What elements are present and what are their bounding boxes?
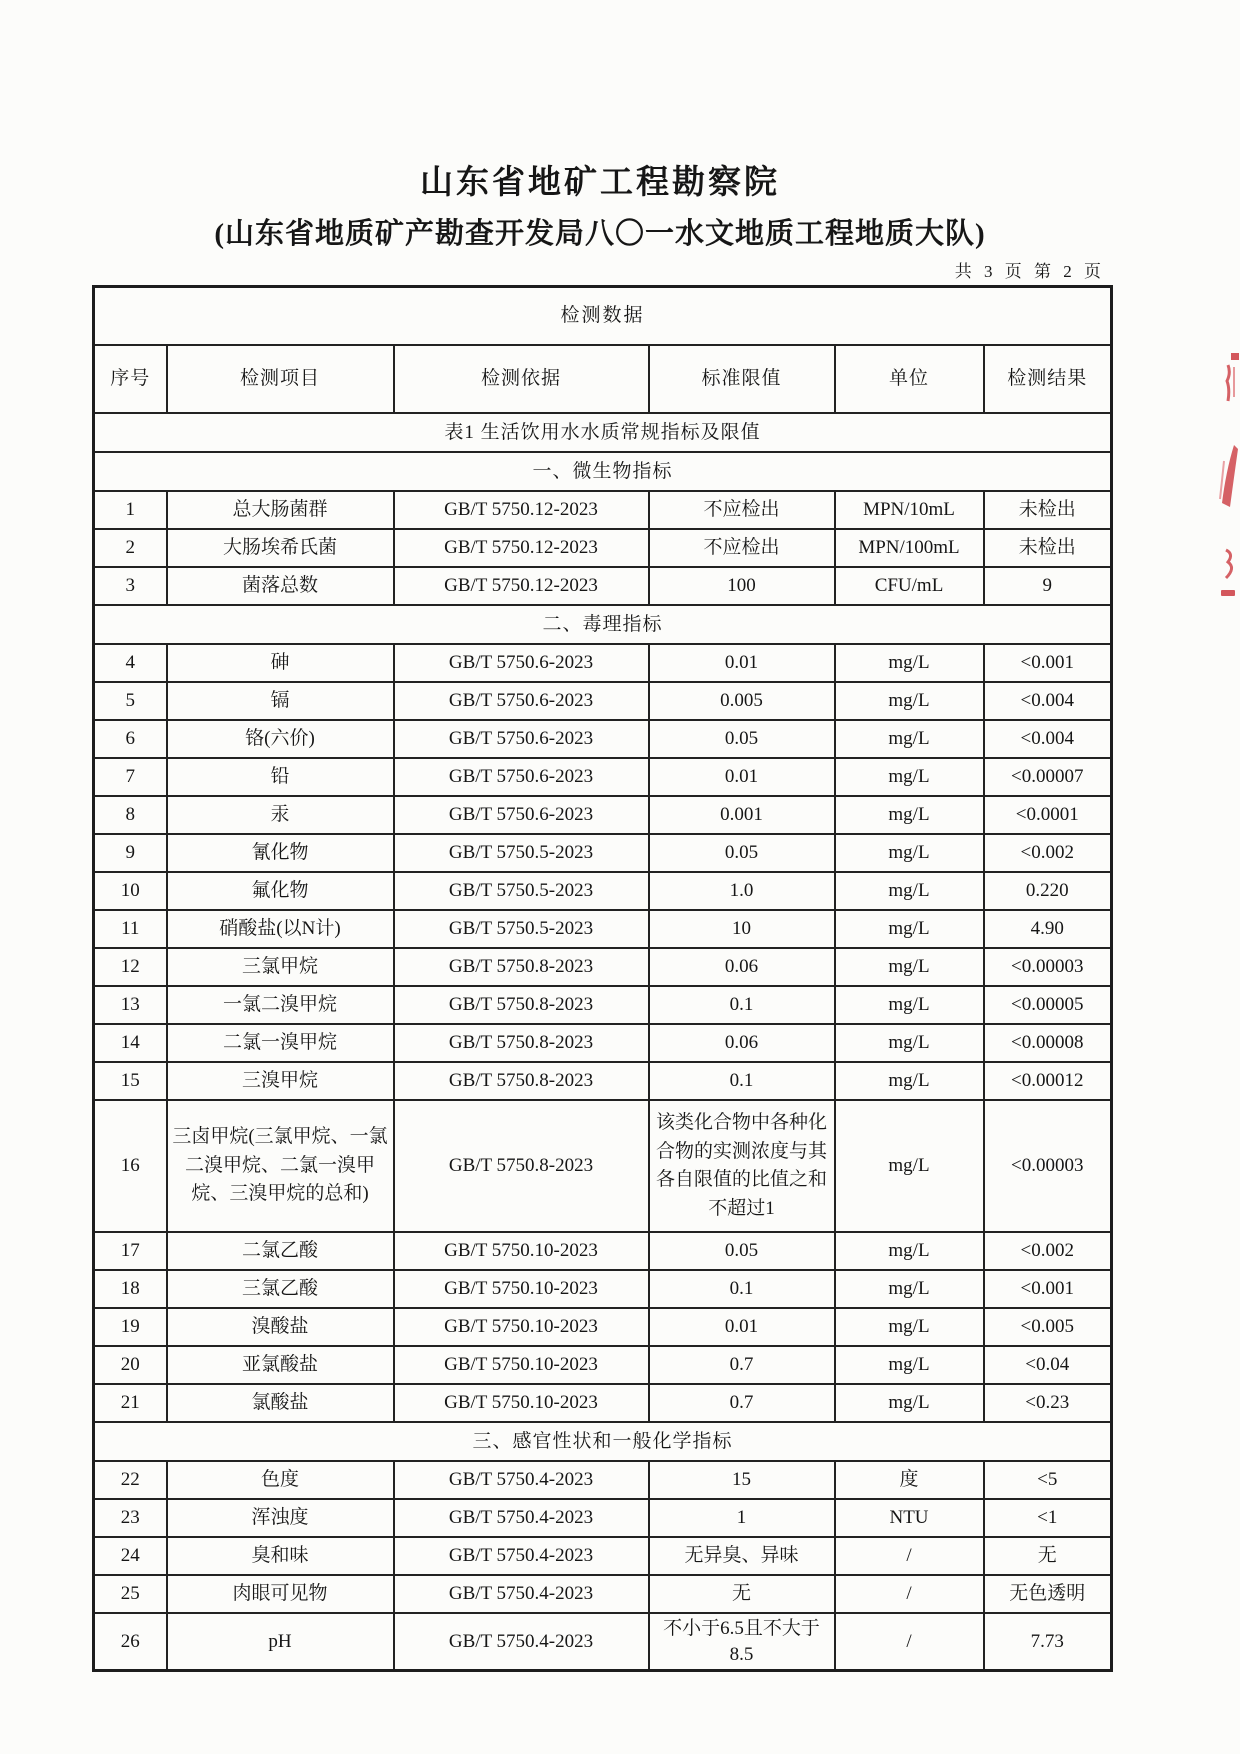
cell-unit: mg/L: [835, 1100, 984, 1232]
cell-result: <0.00003: [984, 948, 1112, 986]
col-header-no: 序号: [94, 345, 167, 413]
cell-no: 19: [94, 1308, 167, 1346]
cell-item: 氰化物: [167, 834, 394, 872]
table-row: [94, 1613, 1112, 1671]
cell-no: 24: [94, 1537, 167, 1575]
cell-result: 无: [984, 1537, 1112, 1575]
cell-unit: mg/L: [835, 1062, 984, 1100]
table-row: [94, 1232, 1112, 1270]
cell-limit: 0.7: [649, 1384, 835, 1422]
cell-no: 5: [94, 682, 167, 720]
cell-unit: MPN/10mL: [835, 491, 984, 529]
cell-method: GB/T 5750.4-2023: [394, 1613, 649, 1671]
cell-no: 12: [94, 948, 167, 986]
cell-method: GB/T 5750.12-2023: [394, 491, 649, 529]
cell-item: 一氯二溴甲烷: [167, 986, 394, 1024]
cell-item: 浑浊度: [167, 1499, 394, 1537]
cell-no: 21: [94, 1384, 167, 1422]
section-label: 表1 生活饮用水水质常规指标及限值: [94, 413, 1112, 452]
table-row: [94, 1384, 1112, 1422]
page-number-info: 共 3 页 第 2 页: [954, 262, 1105, 281]
table-row: [94, 872, 1112, 910]
caption-row: [94, 287, 1112, 346]
cell-unit: mg/L: [835, 1384, 984, 1422]
cell-no: 22: [94, 1461, 167, 1499]
cell-limit: 无异臭、异味: [649, 1537, 835, 1575]
cell-no: 6: [94, 720, 167, 758]
cell-unit: mg/L: [835, 872, 984, 910]
table-row: [94, 1024, 1112, 1062]
cell-no: 14: [94, 1024, 167, 1062]
cell-result: <5: [984, 1461, 1112, 1499]
cell-result: <0.001: [984, 644, 1112, 682]
cell-limit: 0.1: [649, 1270, 835, 1308]
cell-no: 7: [94, 758, 167, 796]
red-seal-fragment: [1222, 351, 1240, 407]
table-row: [94, 758, 1112, 796]
section-label: 一、微生物指标: [94, 452, 1112, 491]
cell-item: 汞: [167, 796, 394, 834]
col-header-limit: 标准限值: [649, 345, 835, 413]
cell-result: <0.001: [984, 1270, 1112, 1308]
cell-result: 未检出: [984, 529, 1112, 567]
cell-unit: mg/L: [835, 1346, 984, 1384]
cell-item: 砷: [167, 644, 394, 682]
section-row: [94, 413, 1112, 452]
cell-result: <0.00003: [984, 1100, 1112, 1232]
cell-limit: 15: [649, 1461, 835, 1499]
cell-method: GB/T 5750.4-2023: [394, 1461, 649, 1499]
red-seal-fragment: [1220, 546, 1238, 582]
cell-method: GB/T 5750.5-2023: [394, 910, 649, 948]
table-row: [94, 1537, 1112, 1575]
cell-no: 8: [94, 796, 167, 834]
table-row: [94, 1100, 1112, 1232]
cell-unit: mg/L: [835, 986, 984, 1024]
table-caption: 检测数据: [94, 287, 1112, 346]
cell-unit: /: [835, 1537, 984, 1575]
cell-item: 二氯乙酸: [167, 1232, 394, 1270]
table-row: [94, 720, 1112, 758]
table-row: [94, 529, 1112, 567]
table-row: [94, 1308, 1112, 1346]
cell-item: 氯酸盐: [167, 1384, 394, 1422]
table-row: [94, 796, 1112, 834]
cell-limit: 0.05: [649, 834, 835, 872]
cell-method: GB/T 5750.10-2023: [394, 1308, 649, 1346]
cell-result: <1: [984, 1499, 1112, 1537]
section-label: 三、感官性状和一般化学指标: [94, 1422, 1112, 1461]
cell-result: <0.23: [984, 1384, 1112, 1422]
cell-item: 三卤甲烷(三氯甲烷、一氯二溴甲烷、二氯一溴甲烷、三溴甲烷的总和): [167, 1100, 394, 1232]
cell-result: 9: [984, 567, 1112, 605]
cell-no: 15: [94, 1062, 167, 1100]
cell-no: 23: [94, 1499, 167, 1537]
cell-result: <0.00005: [984, 986, 1112, 1024]
cell-unit: mg/L: [835, 796, 984, 834]
cell-limit: 0.01: [649, 758, 835, 796]
cell-item: 色度: [167, 1461, 394, 1499]
cell-limit: 0.05: [649, 1232, 835, 1270]
table-row: [94, 1575, 1112, 1613]
table-row: [94, 986, 1112, 1024]
col-header-method: 检测依据: [394, 345, 649, 413]
cell-no: 13: [94, 986, 167, 1024]
cell-method: GB/T 5750.6-2023: [394, 796, 649, 834]
cell-method: GB/T 5750.10-2023: [394, 1270, 649, 1308]
cell-unit: NTU: [835, 1499, 984, 1537]
cell-limit: 不小于6.5且不大于8.5: [649, 1613, 835, 1671]
cell-limit: 无: [649, 1575, 835, 1613]
cell-item: 三氯乙酸: [167, 1270, 394, 1308]
section-row: [94, 1422, 1112, 1461]
cell-no: 25: [94, 1575, 167, 1613]
cell-limit: 0.01: [649, 644, 835, 682]
cell-no: 3: [94, 567, 167, 605]
cell-no: 11: [94, 910, 167, 948]
cell-no: 17: [94, 1232, 167, 1270]
table-row: [94, 1499, 1112, 1537]
org-title-sub: (山东省地质矿产勘查开发局八〇一水文地质工程地质大队): [214, 218, 986, 250]
cell-method: GB/T 5750.8-2023: [394, 1024, 649, 1062]
cell-method: GB/T 5750.8-2023: [394, 986, 649, 1024]
cell-limit: 不应检出: [649, 491, 835, 529]
table-row: [94, 1346, 1112, 1384]
cell-result: <0.04: [984, 1346, 1112, 1384]
table-row: [94, 567, 1112, 605]
cell-method: GB/T 5750.10-2023: [394, 1384, 649, 1422]
cell-item: 总大肠菌群: [167, 491, 394, 529]
cell-method: GB/T 5750.5-2023: [394, 872, 649, 910]
cell-result: <0.004: [984, 720, 1112, 758]
cell-unit: mg/L: [835, 1024, 984, 1062]
cell-result: <0.004: [984, 682, 1112, 720]
cell-no: 4: [94, 644, 167, 682]
cell-item: 菌落总数: [167, 567, 394, 605]
cell-item: 三溴甲烷: [167, 1062, 394, 1100]
cell-limit: 0.06: [649, 1024, 835, 1062]
cell-no: 26: [94, 1613, 167, 1671]
cell-unit: mg/L: [835, 910, 984, 948]
section-row: [94, 605, 1112, 644]
cell-method: GB/T 5750.4-2023: [394, 1499, 649, 1537]
table-row: [94, 682, 1112, 720]
cell-limit: 0.005: [649, 682, 835, 720]
cell-unit: mg/L: [835, 682, 984, 720]
cell-unit: MPN/100mL: [835, 529, 984, 567]
cell-limit: 0.7: [649, 1346, 835, 1384]
cell-no: 1: [94, 491, 167, 529]
cell-limit: 1: [649, 1499, 835, 1537]
cell-method: GB/T 5750.8-2023: [394, 948, 649, 986]
cell-method: GB/T 5750.10-2023: [394, 1346, 649, 1384]
cell-unit: mg/L: [835, 720, 984, 758]
table-row: [94, 1062, 1112, 1100]
cell-item: 镉: [167, 682, 394, 720]
cell-result: 7.73: [984, 1613, 1112, 1671]
section-label: 二、毒理指标: [94, 605, 1112, 644]
cell-unit: 度: [835, 1461, 984, 1499]
table-row: [94, 834, 1112, 872]
section-row: [94, 452, 1112, 491]
cell-item: 大肠埃希氏菌: [167, 529, 394, 567]
cell-result: <0.002: [984, 1232, 1112, 1270]
cell-item: 溴酸盐: [167, 1308, 394, 1346]
cell-unit: mg/L: [835, 758, 984, 796]
cell-unit: mg/L: [835, 834, 984, 872]
col-header-item: 检测项目: [167, 345, 394, 413]
cell-result: <0.00012: [984, 1062, 1112, 1100]
cell-result: 0.220: [984, 872, 1112, 910]
cell-result: <0.0001: [984, 796, 1112, 834]
cell-no: 18: [94, 1270, 167, 1308]
cell-method: GB/T 5750.5-2023: [394, 834, 649, 872]
cell-no: 10: [94, 872, 167, 910]
header-row: [94, 345, 1112, 413]
cell-unit: /: [835, 1575, 984, 1613]
cell-unit: mg/L: [835, 644, 984, 682]
cell-method: GB/T 5750.12-2023: [394, 567, 649, 605]
cell-unit: CFU/mL: [835, 567, 984, 605]
table-row: [94, 948, 1112, 986]
table-row: [94, 491, 1112, 529]
cell-limit: 该类化合物中各种化合物的实测浓度与其各自限值的比值之和不超过1: [649, 1100, 835, 1232]
table-row: [94, 1461, 1112, 1499]
cell-limit: 0.05: [649, 720, 835, 758]
cell-unit: mg/L: [835, 1270, 984, 1308]
cell-item: 铬(六价): [167, 720, 394, 758]
test-data-table: [92, 285, 1113, 1672]
col-header-result: 检测结果: [984, 345, 1112, 413]
table-row: [94, 910, 1112, 948]
cell-item: pH: [167, 1613, 394, 1671]
cell-method: GB/T 5750.10-2023: [394, 1232, 649, 1270]
table-row: [94, 644, 1112, 682]
cell-no: 20: [94, 1346, 167, 1384]
cell-result: <0.002: [984, 834, 1112, 872]
cell-method: GB/T 5750.6-2023: [394, 682, 649, 720]
org-title-main: 山东省地矿工程勘察院: [420, 165, 780, 201]
cell-limit: 1.0: [649, 872, 835, 910]
cell-method: GB/T 5750.8-2023: [394, 1100, 649, 1232]
cell-item: 肉眼可见物: [167, 1575, 394, 1613]
cell-item: 三氯甲烷: [167, 948, 394, 986]
cell-no: 2: [94, 529, 167, 567]
cell-method: GB/T 5750.8-2023: [394, 1062, 649, 1100]
cell-unit: mg/L: [835, 948, 984, 986]
cell-item: 臭和味: [167, 1537, 394, 1575]
red-seal-fragment: [1216, 441, 1240, 511]
cell-no: 16: [94, 1100, 167, 1232]
cell-method: GB/T 5750.12-2023: [394, 529, 649, 567]
cell-method: GB/T 5750.6-2023: [394, 758, 649, 796]
cell-item: 氟化物: [167, 872, 394, 910]
cell-limit: 0.001: [649, 796, 835, 834]
cell-unit: mg/L: [835, 1232, 984, 1270]
cell-method: GB/T 5750.6-2023: [394, 720, 649, 758]
cell-result: <0.00008: [984, 1024, 1112, 1062]
cell-unit: /: [835, 1613, 984, 1671]
cell-item: 二氯一溴甲烷: [167, 1024, 394, 1062]
cell-limit: 0.1: [649, 1062, 835, 1100]
cell-limit: 0.06: [649, 948, 835, 986]
cell-result: <0.005: [984, 1308, 1112, 1346]
cell-item: 铅: [167, 758, 394, 796]
cell-limit: 10: [649, 910, 835, 948]
cell-result: 未检出: [984, 491, 1112, 529]
cell-result: 4.90: [984, 910, 1112, 948]
cell-limit: 0.01: [649, 1308, 835, 1346]
cell-limit: 不应检出: [649, 529, 835, 567]
table-row: [94, 1270, 1112, 1308]
cell-limit: 0.1: [649, 986, 835, 1024]
cell-no: 9: [94, 834, 167, 872]
document-header: [0, 156, 1200, 252]
cell-unit: mg/L: [835, 1308, 984, 1346]
cell-method: GB/T 5750.6-2023: [394, 644, 649, 682]
cell-method: GB/T 5750.4-2023: [394, 1575, 649, 1613]
cell-method: GB/T 5750.4-2023: [394, 1537, 649, 1575]
red-seal-fragment: [1219, 587, 1237, 599]
cell-result: 无色透明: [984, 1575, 1112, 1613]
cell-result: <0.00007: [984, 758, 1112, 796]
cell-limit: 100: [649, 567, 835, 605]
cell-item: 亚氯酸盐: [167, 1346, 394, 1384]
col-header-unit: 单位: [835, 345, 984, 413]
cell-item: 硝酸盐(以N计): [167, 910, 394, 948]
